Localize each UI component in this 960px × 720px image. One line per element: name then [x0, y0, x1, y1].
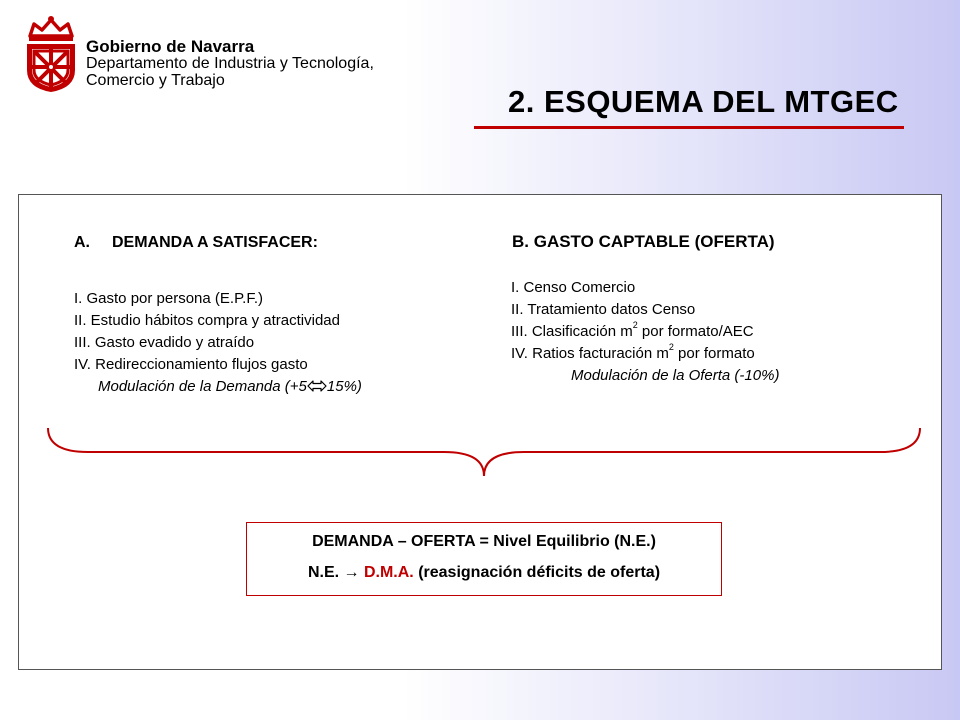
supply-item: [511, 321, 779, 343]
curly-brace: [44, 424, 924, 480]
demand-item: I. Gasto por persona (E.P.F.): [74, 290, 263, 307]
supply-modulation: Modulación de la Oferta (-10%): [571, 367, 780, 384]
department-line-1: Departamento de Industria y Tecnología,: [86, 55, 374, 72]
demand-item: II. Estudio hábitos compra y atractividad: [74, 312, 340, 329]
demand-modulation-prefix: Modulación de la Demanda (+5: [98, 378, 307, 395]
supply-item-text: por formato/AEC: [637, 323, 754, 340]
supply-heading: B. GASTO CAPTABLE (OFERTA): [512, 232, 775, 251]
supply-item-text: IV. Ratios facturación m: [511, 345, 669, 362]
double-arrow-icon: [307, 380, 327, 392]
superscript: 2: [632, 320, 638, 330]
demand-list: [74, 288, 362, 398]
demand-item: IV. Redireccionamiento flujos gasto: [74, 356, 308, 373]
superscript: 2: [668, 342, 674, 352]
government-header: [86, 38, 374, 89]
page-title: 2. ESQUEMA DEL MTGEC: [508, 84, 899, 119]
demand-modulation-suffix: 15%): [326, 378, 362, 395]
org-name: Gobierno de Navarra: [86, 37, 255, 56]
equation-line-1: DEMANDA – OFERTA = Nivel Equilibrio (N.E.): [312, 533, 656, 550]
supply-item: I. Censo Comercio: [511, 279, 636, 296]
dma-highlight: D.M.A.: [363, 564, 414, 581]
demand-marker: A.: [74, 234, 90, 251]
demand-item: III. Gasto evadido y atraído: [74, 334, 255, 351]
equation-line-2-prefix: N.E. →: [307, 564, 364, 581]
equation-box: [246, 522, 722, 596]
supply-item: II. Tratamiento datos Censo: [511, 301, 696, 318]
equation-line-2: [247, 564, 721, 582]
demand-heading-text: DEMANDA A SATISFACER:: [112, 234, 318, 251]
equation-line-2-suffix: (reasignación déficits de oferta): [413, 564, 661, 581]
supply-item-text: por formato: [673, 345, 755, 362]
navarra-coat-of-arms-icon: [22, 14, 80, 94]
demand-heading: [74, 234, 318, 252]
title-underline: [474, 126, 904, 129]
department-line-2: Comercio y Trabajo: [86, 72, 225, 89]
demand-modulation: [74, 376, 362, 398]
supply-item: [511, 343, 779, 365]
supply-list: [511, 277, 779, 387]
supply-item-text: III. Clasificación m: [511, 323, 633, 340]
